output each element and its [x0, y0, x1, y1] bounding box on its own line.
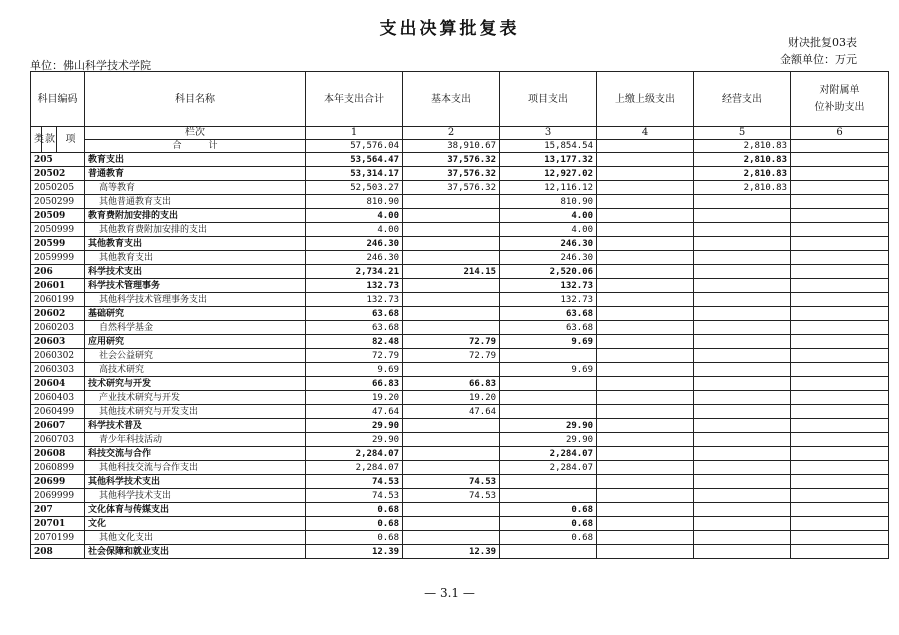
- row-basic: 47.64: [403, 405, 500, 419]
- page-number: — 3.1 —: [424, 586, 475, 600]
- row-upper: [597, 307, 694, 321]
- row-business: 2,810.83: [694, 167, 791, 181]
- row-code: 2050999: [31, 223, 85, 237]
- header-row: [31, 72, 889, 127]
- row-basic: [403, 363, 500, 377]
- row-upper: [597, 223, 694, 237]
- row-name: 科学技术支出: [85, 265, 306, 279]
- col-number-1: 1: [306, 127, 403, 140]
- row-total: 82.48: [306, 335, 403, 349]
- row-total: 132.73: [306, 279, 403, 293]
- row-total: 0.68: [306, 531, 403, 545]
- row-subsidy: [791, 377, 889, 391]
- row-upper: [597, 447, 694, 461]
- row-code: 2059999: [31, 251, 85, 265]
- row-subsidy: [791, 433, 889, 447]
- row-basic: [403, 517, 500, 531]
- row-project: 29.90: [500, 433, 597, 447]
- row-upper: [597, 419, 694, 433]
- row-upper: [597, 265, 694, 279]
- row-business: [694, 545, 791, 559]
- row-project: 246.30: [500, 251, 597, 265]
- total-business: 2,810.83: [694, 140, 791, 153]
- row-total: 63.68: [306, 307, 403, 321]
- row-business: [694, 335, 791, 349]
- col-number-5: 5: [694, 127, 791, 140]
- row-upper: [597, 545, 694, 559]
- row-name: 科技交流与合作: [85, 447, 306, 461]
- row-name: 其他教育支出: [85, 237, 306, 251]
- row-code: 20701: [31, 517, 85, 531]
- row-code: 20699: [31, 475, 85, 489]
- table-row: [31, 349, 889, 363]
- row-business: [694, 475, 791, 489]
- table-row: [31, 167, 889, 181]
- row-code: 205: [31, 153, 85, 167]
- row-upper: [597, 405, 694, 419]
- table-row: [31, 293, 889, 307]
- row-subsidy: [791, 181, 889, 195]
- row-upper: [597, 531, 694, 545]
- row-business: [694, 461, 791, 475]
- row-project: [500, 475, 597, 489]
- row-name: 普通教育: [85, 167, 306, 181]
- row-total: 246.30: [306, 251, 403, 265]
- table-row: [31, 419, 889, 433]
- row-project: 9.69: [500, 335, 597, 349]
- row-subsidy: [791, 447, 889, 461]
- row-business: [694, 223, 791, 237]
- row-name: 基础研究: [85, 307, 306, 321]
- row-code: 208: [31, 545, 85, 559]
- row-code: 2060203: [31, 321, 85, 335]
- row-upper: [597, 503, 694, 517]
- row-code: 20502: [31, 167, 85, 181]
- total-project: 15,854.54: [500, 140, 597, 153]
- row-business: 2,810.83: [694, 181, 791, 195]
- row-upper: [597, 363, 694, 377]
- row-code: 2050299: [31, 195, 85, 209]
- row-name: 其他科学技术支出: [85, 475, 306, 489]
- row-upper: [597, 251, 694, 265]
- col-number-6: 6: [791, 127, 889, 140]
- row-upper: [597, 279, 694, 293]
- total-row: [31, 140, 889, 153]
- header-total: 本年支出合计: [306, 72, 403, 127]
- row-total: 53,564.47: [306, 153, 403, 167]
- row-project: [500, 405, 597, 419]
- row-business: [694, 265, 791, 279]
- table-row: [31, 475, 889, 489]
- row-total: 47.64: [306, 405, 403, 419]
- row-subsidy: [791, 279, 889, 293]
- header-code: 科目编码: [31, 72, 85, 127]
- row-total: 29.90: [306, 433, 403, 447]
- row-business: [694, 447, 791, 461]
- row-code: 20602: [31, 307, 85, 321]
- row-subsidy: [791, 293, 889, 307]
- row-basic: [403, 503, 500, 517]
- row-business: 2,810.83: [694, 153, 791, 167]
- row-basic: [403, 419, 500, 433]
- row-upper: [597, 293, 694, 307]
- row-subsidy: [791, 503, 889, 517]
- row-name: 其他普通教育支出: [85, 195, 306, 209]
- row-subsidy: [791, 405, 889, 419]
- table-row: [31, 405, 889, 419]
- table-row: [31, 517, 889, 531]
- row-basic: [403, 279, 500, 293]
- row-code: 2060499: [31, 405, 85, 419]
- row-project: 810.90: [500, 195, 597, 209]
- row-name: 青少年科技活动: [85, 433, 306, 447]
- header-lanci: 栏次: [85, 127, 306, 140]
- row-upper: [597, 237, 694, 251]
- row-total: 72.79: [306, 349, 403, 363]
- row-subsidy: [791, 391, 889, 405]
- row-name: 其他教育费附加安排的支出: [85, 223, 306, 237]
- row-subsidy: [791, 251, 889, 265]
- row-name: 其他技术研究与开发支出: [85, 405, 306, 419]
- row-business: [694, 503, 791, 517]
- row-code: 20607: [31, 419, 85, 433]
- row-basic: 37,576.32: [403, 181, 500, 195]
- row-name: 社会保障和就业支出: [85, 545, 306, 559]
- row-name: 教育费附加安排的支出: [85, 209, 306, 223]
- row-business: [694, 517, 791, 531]
- row-code: 20599: [31, 237, 85, 251]
- column-number-row: [31, 127, 889, 140]
- row-code: 2060899: [31, 461, 85, 475]
- row-project: [500, 545, 597, 559]
- row-business: [694, 405, 791, 419]
- row-name: 文化: [85, 517, 306, 531]
- row-subsidy: [791, 167, 889, 181]
- row-subsidy: [791, 307, 889, 321]
- row-name: 其他科学技术管理事务支出: [85, 293, 306, 307]
- row-basic: [403, 195, 500, 209]
- row-upper: [597, 489, 694, 503]
- row-project: [500, 391, 597, 405]
- row-business: [694, 531, 791, 545]
- row-subsidy: [791, 461, 889, 475]
- row-name: 社会公益研究: [85, 349, 306, 363]
- row-project: 12,927.02: [500, 167, 597, 181]
- row-code: 2050205: [31, 181, 85, 195]
- row-project: [500, 489, 597, 503]
- row-business: [694, 377, 791, 391]
- row-code: 2060303: [31, 363, 85, 377]
- total-upper: [597, 140, 694, 153]
- row-basic: 74.53: [403, 489, 500, 503]
- table-row: [31, 363, 889, 377]
- col-number-2: 2: [403, 127, 500, 140]
- row-subsidy: [791, 489, 889, 503]
- header-lei: 类: [31, 127, 42, 153]
- header-project: 项目支出: [500, 72, 597, 127]
- table-row: [31, 447, 889, 461]
- table-row: [31, 181, 889, 195]
- row-upper: [597, 321, 694, 335]
- header-subsidy-line1: 对附属单: [819, 85, 860, 96]
- row-total: 4.00: [306, 223, 403, 237]
- row-upper: [597, 335, 694, 349]
- row-basic: 37,576.32: [403, 153, 500, 167]
- row-project: 63.68: [500, 321, 597, 335]
- table-row: [31, 335, 889, 349]
- row-subsidy: [791, 153, 889, 167]
- row-code: 2060302: [31, 349, 85, 363]
- header-xiang: 项: [57, 127, 85, 153]
- row-subsidy: [791, 363, 889, 377]
- row-business: [694, 279, 791, 293]
- row-upper: [597, 391, 694, 405]
- row-business: [694, 195, 791, 209]
- row-upper: [597, 433, 694, 447]
- row-upper: [597, 349, 694, 363]
- row-total: 12.39: [306, 545, 403, 559]
- row-basic: [403, 209, 500, 223]
- table-row: [31, 307, 889, 321]
- row-project: 4.00: [500, 223, 597, 237]
- row-project: 2,284.07: [500, 447, 597, 461]
- row-subsidy: [791, 517, 889, 531]
- row-basic: [403, 293, 500, 307]
- row-business: [694, 489, 791, 503]
- row-basic: 214.15: [403, 265, 500, 279]
- row-basic: 37,576.32: [403, 167, 500, 181]
- row-total: 2,734.21: [306, 265, 403, 279]
- row-total: 246.30: [306, 237, 403, 251]
- row-basic: [403, 461, 500, 475]
- row-project: 0.68: [500, 531, 597, 545]
- row-name: 教育支出: [85, 153, 306, 167]
- row-total: 19.20: [306, 391, 403, 405]
- row-business: [694, 293, 791, 307]
- row-upper: [597, 475, 694, 489]
- row-upper: [597, 377, 694, 391]
- row-name: 产业技术研究与开发: [85, 391, 306, 405]
- row-basic: 74.53: [403, 475, 500, 489]
- row-project: 0.68: [500, 503, 597, 517]
- row-name: 应用研究: [85, 335, 306, 349]
- row-total: 2,284.07: [306, 447, 403, 461]
- table-row: [31, 251, 889, 265]
- row-subsidy: [791, 475, 889, 489]
- row-business: [694, 349, 791, 363]
- row-subsidy: [791, 531, 889, 545]
- row-project: 9.69: [500, 363, 597, 377]
- row-project: 63.68: [500, 307, 597, 321]
- expenditure-table: [30, 71, 889, 559]
- row-subsidy: [791, 195, 889, 209]
- row-basic: [403, 237, 500, 251]
- total-subsidy: [791, 140, 889, 153]
- row-project: 2,284.07: [500, 461, 597, 475]
- row-basic: [403, 223, 500, 237]
- table-row: [31, 279, 889, 293]
- row-project: [500, 349, 597, 363]
- table-row: [31, 321, 889, 335]
- table-row: [31, 503, 889, 517]
- row-subsidy: [791, 223, 889, 237]
- row-project: 246.30: [500, 237, 597, 251]
- row-upper: [597, 153, 694, 167]
- row-code: 2070199: [31, 531, 85, 545]
- row-basic: 72.79: [403, 349, 500, 363]
- row-business: [694, 307, 791, 321]
- row-name: 其他科学技术支出: [85, 489, 306, 503]
- row-name: 自然科学基金: [85, 321, 306, 335]
- row-project: 132.73: [500, 279, 597, 293]
- row-project: 0.68: [500, 517, 597, 531]
- row-code: 20608: [31, 447, 85, 461]
- row-total: 4.00: [306, 209, 403, 223]
- header-upper: 上缴上级支出: [597, 72, 694, 127]
- total-total: 57,576.04: [306, 140, 403, 153]
- row-basic: [403, 251, 500, 265]
- row-basic: [403, 321, 500, 335]
- row-subsidy: [791, 419, 889, 433]
- header-kuan: 款: [42, 127, 57, 153]
- row-business: [694, 363, 791, 377]
- row-business: [694, 209, 791, 223]
- row-subsidy: [791, 349, 889, 363]
- row-name: 其他科技交流与合作支出: [85, 461, 306, 475]
- row-upper: [597, 167, 694, 181]
- row-code: 20509: [31, 209, 85, 223]
- row-code: 20604: [31, 377, 85, 391]
- row-total: 63.68: [306, 321, 403, 335]
- row-total: 0.68: [306, 503, 403, 517]
- row-business: [694, 433, 791, 447]
- row-total: 29.90: [306, 419, 403, 433]
- table-row: [31, 545, 889, 559]
- row-basic: [403, 531, 500, 545]
- table-row: [31, 461, 889, 475]
- table-row: [31, 433, 889, 447]
- row-project: 13,177.32: [500, 153, 597, 167]
- row-business: [694, 251, 791, 265]
- row-basic: 66.83: [403, 377, 500, 391]
- row-code: 2069999: [31, 489, 85, 503]
- row-code: 2060199: [31, 293, 85, 307]
- form-code: 财决批复03表: [788, 36, 857, 49]
- row-total: 2,284.07: [306, 461, 403, 475]
- row-name: 其他教育支出: [85, 251, 306, 265]
- col-number-4: 4: [597, 127, 694, 140]
- table-row: [31, 265, 889, 279]
- header-name: 科目名称: [85, 72, 306, 127]
- row-project: 12,116.12: [500, 181, 597, 195]
- table-row: [31, 223, 889, 237]
- row-code: 20601: [31, 279, 85, 293]
- row-business: [694, 321, 791, 335]
- table-row: [31, 237, 889, 251]
- row-subsidy: [791, 335, 889, 349]
- row-subsidy: [791, 237, 889, 251]
- row-code: 207: [31, 503, 85, 517]
- header-basic: 基本支出: [403, 72, 500, 127]
- row-code: 20603: [31, 335, 85, 349]
- header-business: 经营支出: [694, 72, 791, 127]
- row-total: 66.83: [306, 377, 403, 391]
- row-upper: [597, 181, 694, 195]
- row-name: 科学技术普及: [85, 419, 306, 433]
- table-row: [31, 209, 889, 223]
- row-total: 74.53: [306, 475, 403, 489]
- row-subsidy: [791, 265, 889, 279]
- row-basic: [403, 307, 500, 321]
- row-basic: 19.20: [403, 391, 500, 405]
- row-name: 文化体育与传媒支出: [85, 503, 306, 517]
- row-project: 132.73: [500, 293, 597, 307]
- total-basic: 38,910.67: [403, 140, 500, 153]
- table-row: [31, 195, 889, 209]
- org-unit: 单位：佛山科学技术学院: [30, 59, 151, 72]
- row-name: 高等教育: [85, 181, 306, 195]
- row-subsidy: [791, 209, 889, 223]
- row-project: 4.00: [500, 209, 597, 223]
- row-total: 9.69: [306, 363, 403, 377]
- row-total: 53,314.17: [306, 167, 403, 181]
- header-subsidy-line2: 位补助支出: [814, 102, 865, 113]
- row-upper: [597, 461, 694, 475]
- row-total: 0.68: [306, 517, 403, 531]
- row-business: [694, 391, 791, 405]
- page-title: 支出决算批复表: [379, 19, 520, 39]
- table-row: [31, 531, 889, 545]
- row-code: 2060703: [31, 433, 85, 447]
- row-total: 132.73: [306, 293, 403, 307]
- row-basic: [403, 433, 500, 447]
- row-name: 技术研究与开发: [85, 377, 306, 391]
- table-row: [31, 391, 889, 405]
- row-total: 74.53: [306, 489, 403, 503]
- row-upper: [597, 195, 694, 209]
- row-project: 2,520.06: [500, 265, 597, 279]
- row-name: 高技术研究: [85, 363, 306, 377]
- amount-unit: 金额单位：万元: [780, 53, 857, 66]
- row-business: [694, 419, 791, 433]
- row-business: [694, 237, 791, 251]
- row-upper: [597, 517, 694, 531]
- table-row: [31, 377, 889, 391]
- row-subsidy: [791, 321, 889, 335]
- row-code: 206: [31, 265, 85, 279]
- row-basic: 72.79: [403, 335, 500, 349]
- row-subsidy: [791, 545, 889, 559]
- header-subsidy: [791, 72, 889, 127]
- col-number-3: 3: [500, 127, 597, 140]
- row-name: 其他文化支出: [85, 531, 306, 545]
- row-total: 810.90: [306, 195, 403, 209]
- row-total: 52,503.27: [306, 181, 403, 195]
- row-project: [500, 377, 597, 391]
- total-label: 合 计: [85, 140, 306, 153]
- row-upper: [597, 209, 694, 223]
- row-code: 2060403: [31, 391, 85, 405]
- row-project: 29.90: [500, 419, 597, 433]
- table-row: [31, 153, 889, 167]
- row-basic: 12.39: [403, 545, 500, 559]
- table-row: [31, 489, 889, 503]
- row-name: 科学技术管理事务: [85, 279, 306, 293]
- row-basic: [403, 447, 500, 461]
